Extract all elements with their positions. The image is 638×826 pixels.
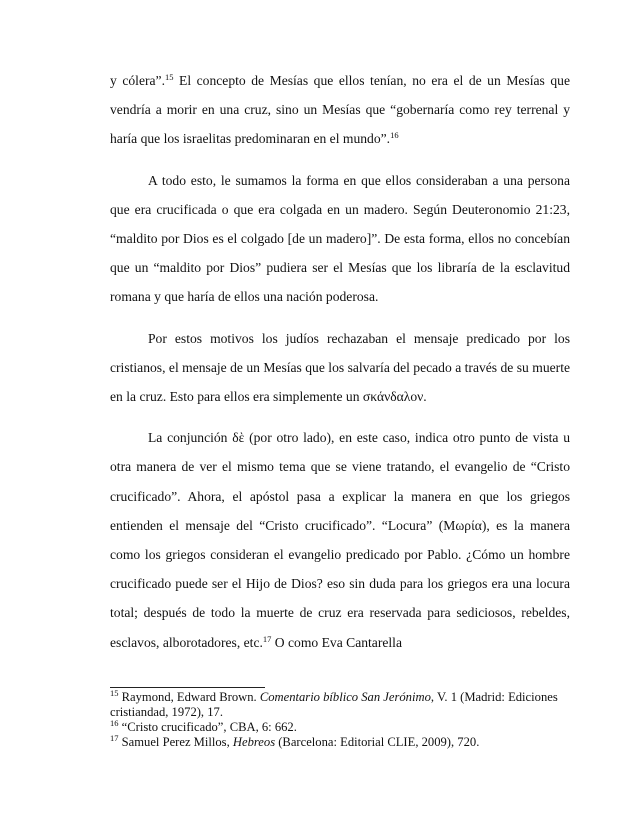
body-text: [110, 66, 570, 657]
text-run: O como Eva Cantarella: [271, 634, 402, 650]
paragraph: [110, 324, 570, 412]
italic-title: Hebreos: [232, 735, 276, 749]
text-run: Raymond, Edward Brown.: [118, 690, 260, 704]
text-run: La conjunción δὲ (por otro lado), en este caso, indica otro punto de vista u otra manera de ver el mismo tema que se viene tratando, el evangelio de “Cristo crucificado”. Ahora, el apóstol pasa a explicar la manera en que los griegos entienden el mensaje del “Cristo crucificado”. “Locura” (Μωρία), es la manera como los griegos consideran el evangelio predicado por Pablo. ¿Cómo un hombre crucificado puede ser el Hijo de Dios? eso sin duda para los griegos era una locura total; después de todo la muerte de cruz era reservada para sediciosos, rebeldes, esclavos, alborotadores, etc.: [110, 430, 570, 650]
text-run: A todo esto, le sumamos la forma en que ellos consideraban a una persona que era crucificada o que era colgada en un madero. Según Deuteronomio 21:23, “maldito por Dios es el colgado [de un madero]”. De esta forma, ellos no concebían que un “maldito por Dios” pudiera ser el Mesías que los libraría de la esclavitud romana y que haría de ellos una nación poderosa.: [110, 172, 570, 305]
text-run: y cólera”.: [110, 73, 165, 88]
footnote-ref: 15: [164, 72, 174, 82]
paragraph: [110, 423, 570, 657]
footnotes: [110, 690, 572, 750]
footnote: [110, 720, 572, 735]
text-run: Por estos motivos los judíos rechazaban el mensaje predicado por los cristianos, el mensaje de un Mesías que los salvaría del pecado a través de su muerte en la cruz. Esto para ellos era simplemente un σκάνδαλον.: [110, 330, 570, 405]
footnote-ref: 16: [390, 130, 399, 141]
footnote-ref: 15: [110, 688, 119, 698]
footnote-ref: 17: [110, 733, 119, 743]
text-run: Samuel Perez Millos,: [118, 735, 233, 749]
italic-title: Comentario bíblico San Jerónimo: [259, 690, 431, 704]
paragraph: [110, 166, 570, 312]
footnote-ref: 16: [110, 718, 119, 728]
footnote-ref: 17: [262, 633, 272, 644]
footnote-separator: [110, 687, 265, 688]
footnote: [110, 735, 572, 750]
paragraph: [110, 66, 570, 154]
text-run: (Barcelona: Editorial CLIE, 2009), 720.: [275, 735, 480, 749]
text-run: El concepto de Mesías que ellos tenían, no era el de un Mesías que vendría a morir en una cruz, sino un Mesías que “gobernaría como rey terrenal y haría que los israelitas predominaran en el mundo”.: [110, 73, 570, 147]
text-run: , V. 1 (Madrid: Ediciones cristiandad, 1972), 17.: [110, 690, 558, 719]
text-run: “Cristo crucificado”, CBA, 6: 662.: [118, 720, 297, 734]
footnote: [110, 690, 572, 720]
